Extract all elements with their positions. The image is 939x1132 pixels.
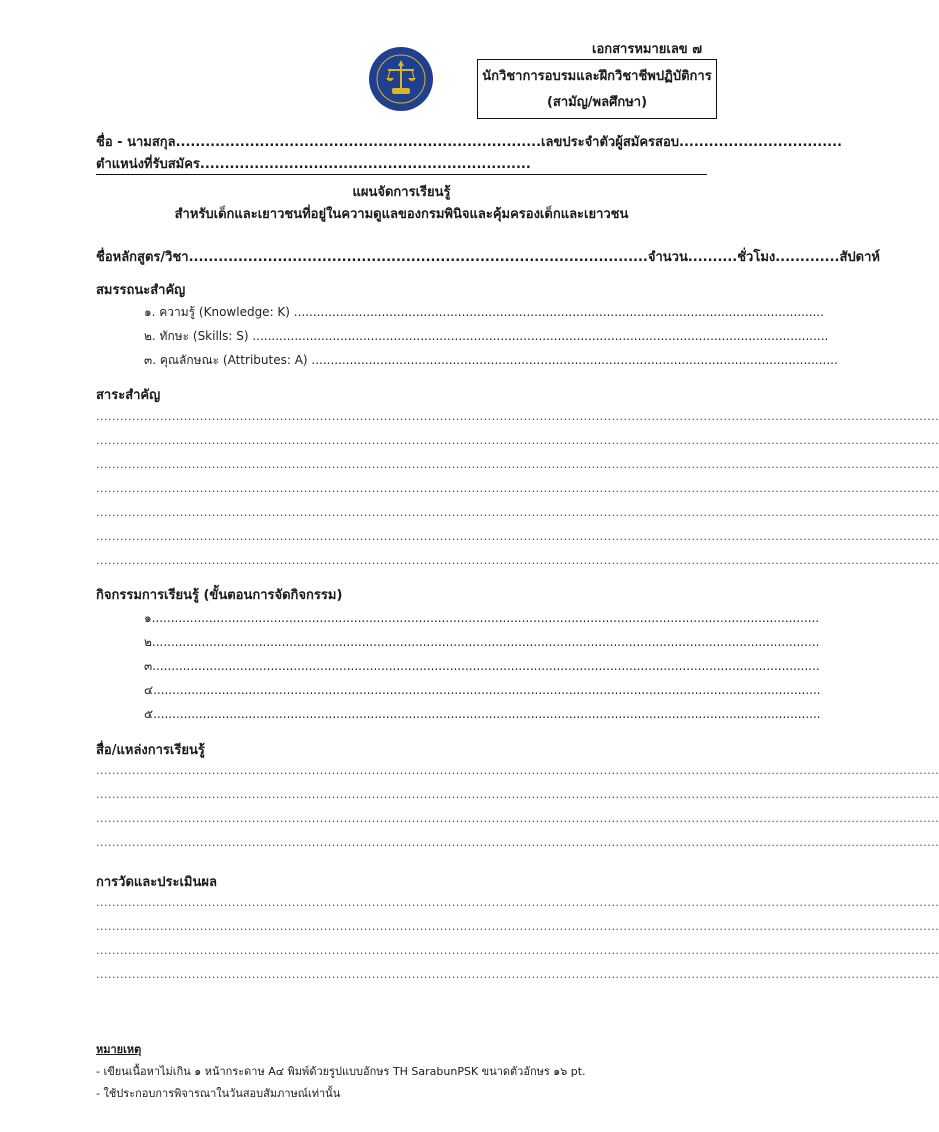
media-line: ................................................................................................................................................................................................................... bbox=[96, 836, 939, 849]
evaluation-line: ................................................................................................................................................................................................................... bbox=[96, 896, 939, 909]
plan-subtitle: สำหรับเด็กและเยาวชนที่อยู่ในความดูแลของกรมพินิจและคุ้มครองเด็กและเยาวชน bbox=[174, 207, 629, 222]
header-divider bbox=[96, 174, 707, 175]
media-heading: สื่อ/แหล่งการเรียนรู้ bbox=[96, 743, 205, 758]
evaluation-line: ................................................................................................................................................................................................................... bbox=[96, 944, 939, 957]
position-box bbox=[477, 59, 717, 119]
department-seal-logo bbox=[368, 46, 434, 112]
activity-step: ๓............................................................................................................................................................................... bbox=[144, 659, 820, 673]
evaluation-line: ................................................................................................................................................................................................................... bbox=[96, 920, 939, 933]
competency-heading: สมรรถนะสำคัญ bbox=[96, 283, 186, 298]
activities-heading: กิจกรรมการเรียนรู้ (ขั้นตอนการจัดกิจกรรม) bbox=[96, 588, 343, 603]
competency-item: ๒. ทักษะ (Skills: S) ....................................................................................................................................................... bbox=[144, 329, 829, 343]
media-line: ................................................................................................................................................................................................................... bbox=[96, 764, 939, 777]
media-line: ................................................................................................................................................................................................................... bbox=[96, 788, 939, 801]
position-title: นักวิชาการอบรมและฝึกวิชาชีพปฏิบัติการ bbox=[482, 69, 712, 84]
content-line: ................................................................................................................................................................................................................... bbox=[96, 506, 939, 519]
position-line: ตำแหน่งที่รับสมัคร................................................................... bbox=[96, 157, 531, 172]
note-line: - ใช้ประกอบการพิจารณาในวันสอบสัมภาษณ์เท่านั้น bbox=[96, 1087, 341, 1100]
content-line: ................................................................................................................................................................................................................... bbox=[96, 410, 939, 423]
content-heading: สาระสำคัญ bbox=[96, 388, 161, 403]
content-line: ................................................................................................................................................................................................................... bbox=[96, 458, 939, 471]
content-line: ................................................................................................................................................................................................................... bbox=[96, 554, 939, 567]
evaluation-heading: การวัดและประเมินผล bbox=[96, 875, 217, 890]
activity-step: ๔............................................................................................................................................................................... bbox=[144, 683, 821, 697]
plan-title: แผนจัดการเรียนรู้ bbox=[352, 185, 451, 200]
activity-step: ๑............................................................................................................................................................................... bbox=[144, 611, 820, 625]
position-category: (สามัญ/พลศึกษา) bbox=[546, 95, 648, 110]
competency-item: ๑. ความรู้ (Knowledge: K) ........................................................................................................................................... bbox=[144, 305, 824, 319]
evaluation-line: ................................................................................................................................................................................................................... bbox=[96, 968, 939, 981]
course-line: ชื่อหลักสูตร/วิชา.............................................................................................จำนวน..........ชั่วโมง.............สัปดาห์ bbox=[96, 250, 880, 265]
name-and-id-line: ชื่อ - นามสกุล..........................................................................เลขประจำตัวผู้สมัครสอบ................................. bbox=[96, 135, 842, 150]
activity-step: ๒............................................................................................................................................................................... bbox=[144, 635, 820, 649]
content-line: ................................................................................................................................................................................................................... bbox=[96, 530, 939, 543]
content-line: ................................................................................................................................................................................................................... bbox=[96, 434, 939, 447]
content-line: ................................................................................................................................................................................................................... bbox=[96, 482, 939, 495]
activity-step: ๕............................................................................................................................................................................... bbox=[144, 707, 821, 721]
document-number: เอกสารหมายเลข ๗ bbox=[592, 42, 702, 57]
notes-heading: หมายเหตุ bbox=[96, 1043, 142, 1056]
media-line: ................................................................................................................................................................................................................... bbox=[96, 812, 939, 825]
competency-item: ๓. คุณลักษณะ (Attributes: A) .......................................................................................................................................... bbox=[144, 353, 838, 367]
note-line: - เขียนเนื้อหาไม่เกิน ๑ หน้ากระดาษ A๔ พิมพ์ด้วยรูปแบบอักษร TH SarabunPSK ขนาดตัวอักษร ๑๖ pt. bbox=[96, 1065, 586, 1078]
